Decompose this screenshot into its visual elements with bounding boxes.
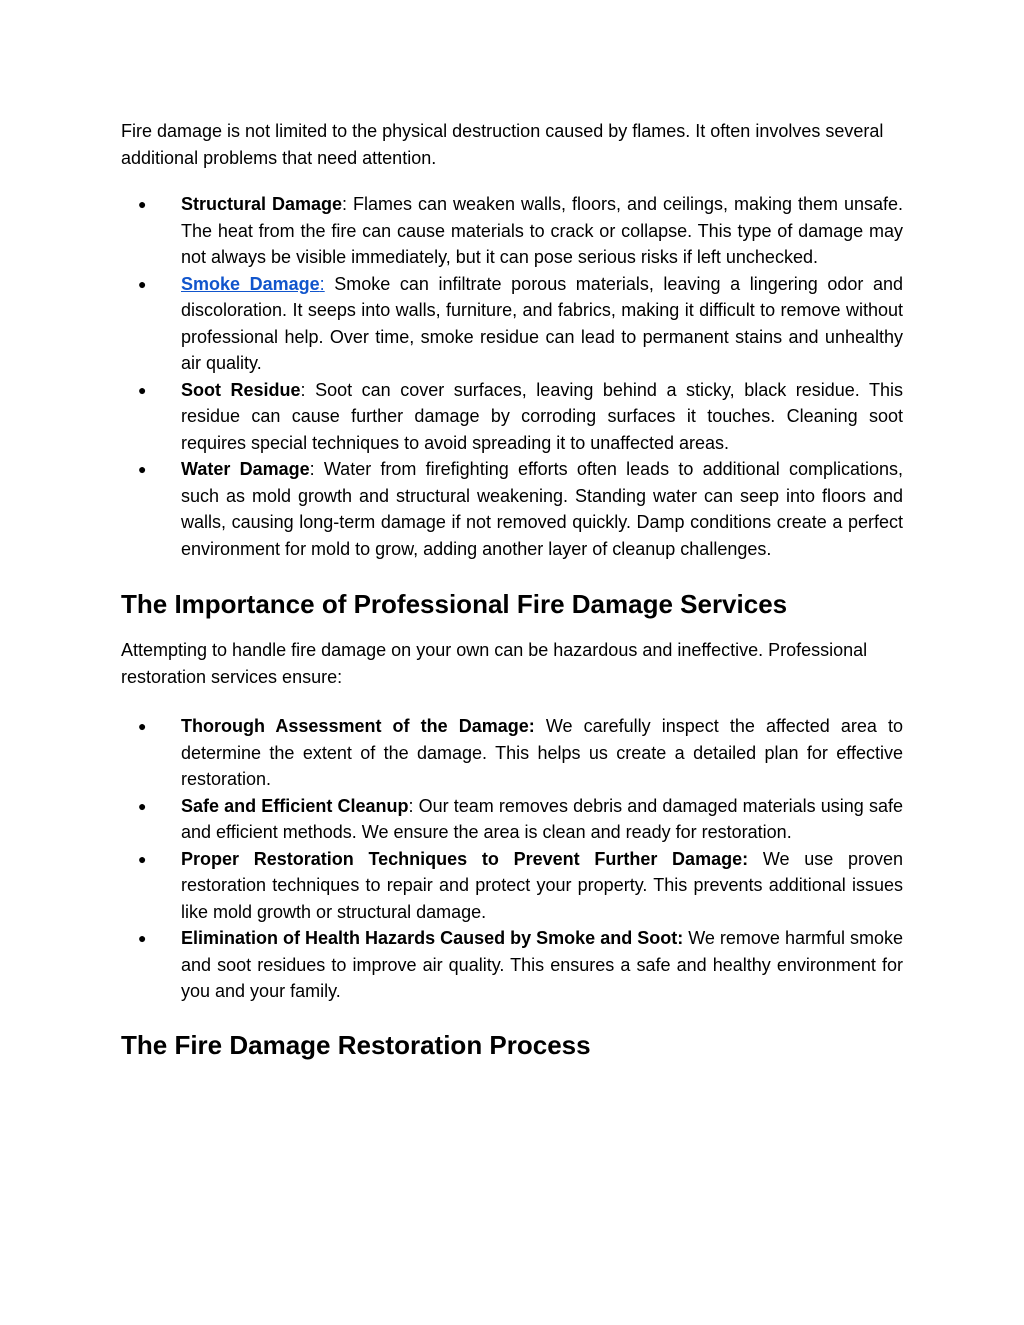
desc-safe-cleanup: : Our team removes debris and damaged materials using safe and efficient methods. We ensure the area is clean and ready for restoration.: [181, 795, 903, 842]
fire-damage-types-list: [121, 191, 903, 562]
intro-paragraph: Fire damage is not limited to the physical destruction caused by flames. It often involves several additional problems that need attention.: [121, 121, 884, 168]
bullet-icon: ●: [138, 850, 147, 867]
bullet-icon: ●: [138, 461, 147, 477]
term-soot-residue: Soot Residue: [181, 379, 301, 400]
list-item-soot-residue: [121, 377, 903, 457]
sep: :: [309, 459, 315, 479]
desc-restoration-techniques: We use proven restoration techniques to repair and protect your property. This prevents additional issues like mold growth or structural damage.: [181, 848, 903, 922]
document-page: [121, 118, 903, 1061]
desc-soot-residue: Soot can cover surfaces, leaving behind a sticky, black residue. This residue can cause further damage by corroding surfaces it touches. Cleaning soot requires special techniques to avoid spreading it to unaffected areas.: [181, 379, 903, 453]
list-item-thorough-assessment: [121, 713, 903, 793]
list-item-restoration-techniques: [121, 846, 903, 926]
desc-smoke-damage: Smoke can infiltrate porous materials, leaving a lingering odor and discoloration. It seeps into walls, furniture, and fabrics, making it difficult to remove without professional help. Over time, smoke residue can lead to permanent stains and unhealthy air quality.: [181, 273, 904, 373]
desc-structural-damage: Flames can weaken walls, floors, and ceilings, making them unsafe. The heat from the fire can cause materials to crack or collapse. This type of damage may not always be visible immediately, but it can pose serious risks if left unchecked.: [181, 194, 903, 267]
term-structural-damage: Structural Damage: [181, 194, 343, 214]
list-item-health-hazards: [121, 925, 903, 1005]
term-safe-cleanup: Safe and Efficient Cleanup: [181, 795, 409, 816]
desc-thorough-assessment: We carefully inspect the affected area to determine the extent of the damage. This helps us create a detailed plan for effective restoration.: [181, 716, 903, 789]
term-restoration-techniques: Proper Restoration Techniques to Prevent Further Damage:: [181, 848, 749, 869]
term-thorough-assessment: Thorough Assessment of the Damage:: [181, 716, 535, 736]
list-item-safe-cleanup: [121, 793, 903, 846]
bullet-icon: ●: [138, 196, 147, 212]
services-intro-paragraph: Attempting to handle fire damage on your own can be hazardous and ineffective. Professional restoration services ensure:: [121, 640, 868, 687]
desc-water-damage: Water from firefighting efforts often leads to additional complications, such as mold growth and structural weakening. Standing water can seep into floors and walls, causing long-term damage if not removed quickly. Damp conditions create a perfect environment for mold to grow, adding another layer of cleanup challenges.: [181, 459, 903, 559]
heading-professional-services: The Importance of Professional Fire Damage Services: [121, 589, 788, 619]
bullet-icon: ●: [138, 718, 147, 734]
bullet-icon: ●: [138, 930, 147, 946]
sep: :: [300, 379, 306, 400]
heading-restoration-process: The Fire Damage Restoration Process: [121, 1029, 591, 1060]
term-health-hazards: Elimination of Health Hazards Caused by Smoke and Soot:: [181, 928, 684, 948]
smoke-damage-link[interactable]: Smoke Damage:: [181, 273, 325, 294]
professional-services-list: [121, 713, 903, 1005]
list-item-water-damage: [121, 456, 903, 562]
desc-health-hazards: We remove harmful smoke and soot residues to improve air quality. This ensures a safe and healthy environment for you and your family.: [181, 928, 903, 1001]
bullet-icon: ●: [138, 797, 147, 814]
list-item-smoke-damage: [121, 271, 903, 377]
term-water-damage: Water Damage: [181, 459, 310, 479]
bullet-icon: ●: [138, 275, 147, 292]
bullet-icon: ●: [138, 381, 147, 398]
sep: :: [342, 194, 348, 214]
list-item-structural-damage: [121, 191, 903, 271]
